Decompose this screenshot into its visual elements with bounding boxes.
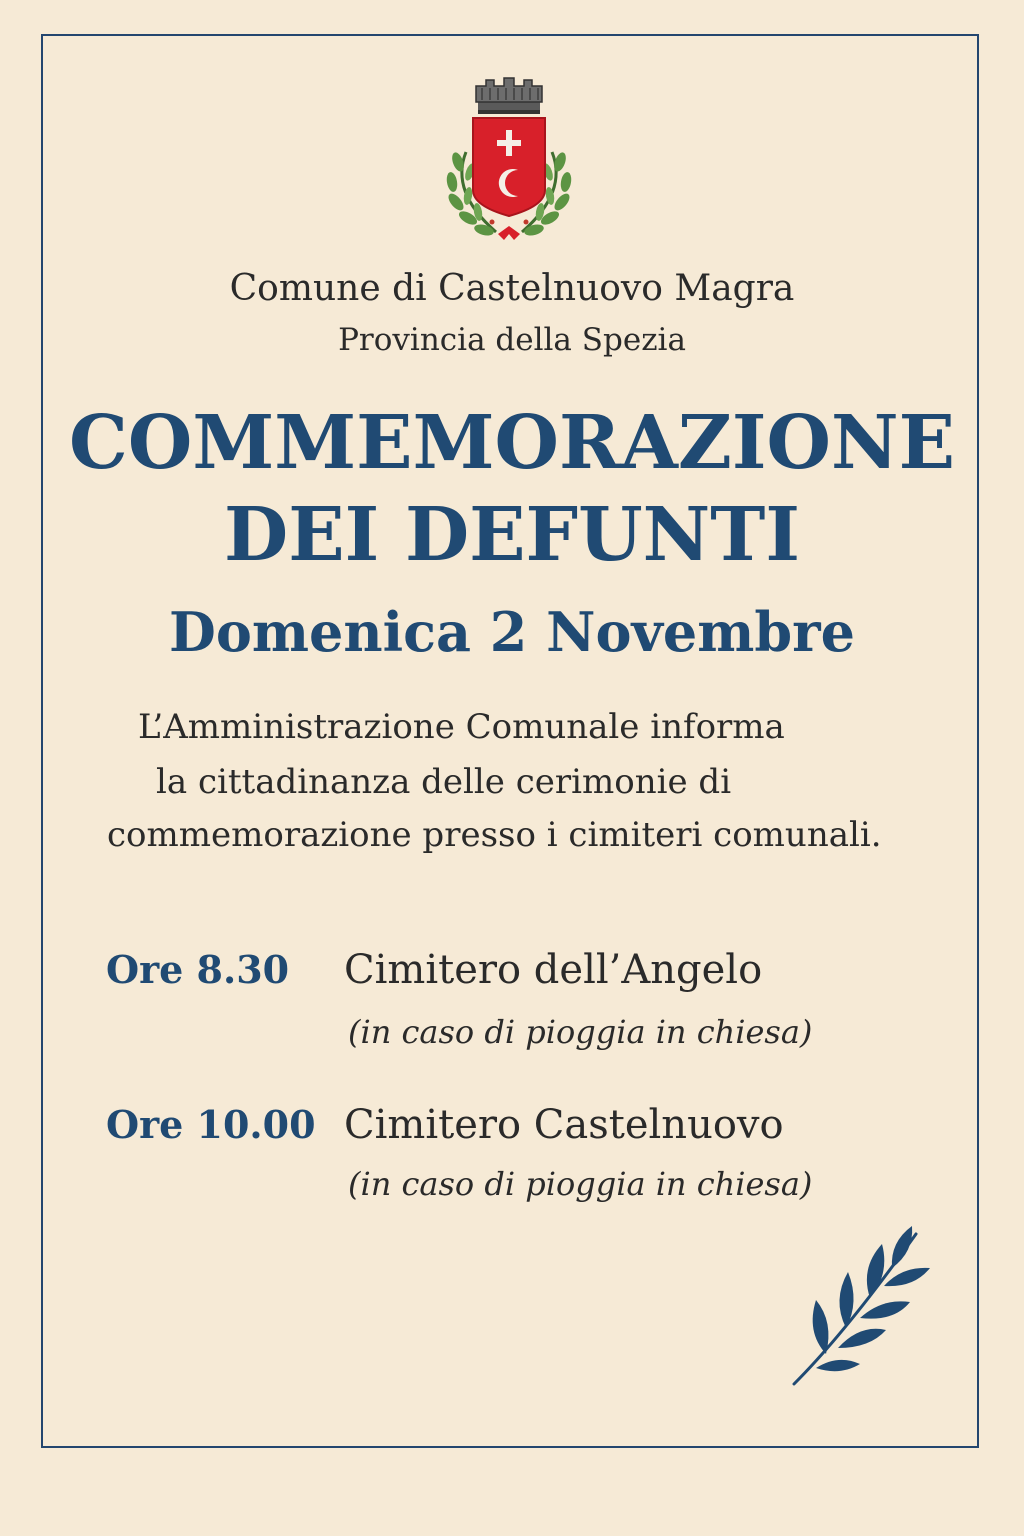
intro-line-1: L’Amministrazione Comunale informa bbox=[138, 707, 785, 747]
olive-branch-icon bbox=[786, 1222, 936, 1392]
intro-line-2: la cittadinanza delle cerimonie di bbox=[156, 762, 732, 802]
title-line-1: COMMEMORAZIONE bbox=[68, 400, 955, 486]
schedule-note: (in caso di pioggia in chiesa) bbox=[348, 1165, 813, 1203]
schedule-time: Ore 8.30 bbox=[106, 947, 290, 992]
shield-icon bbox=[473, 118, 545, 216]
title-line-2: DEI DEFUNTI bbox=[224, 492, 800, 578]
coat-of-arms-icon bbox=[436, 72, 582, 250]
event-date: Domenica 2 Novembre bbox=[169, 600, 855, 664]
schedule-note: (in caso di pioggia in chiesa) bbox=[348, 1013, 813, 1051]
crown-icon bbox=[476, 78, 542, 114]
schedule-place: Cimitero dell’Angelo bbox=[344, 947, 763, 993]
province-name: Provincia della Spezia bbox=[338, 322, 686, 358]
schedule-time: Ore 10.00 bbox=[106, 1102, 316, 1147]
municipality-name: Comune di Castelnuovo Magra bbox=[229, 268, 795, 309]
intro-line-3: commemorazione presso i cimiteri comunali. bbox=[107, 815, 882, 855]
schedule-place: Cimitero Castelnuovo bbox=[344, 1102, 784, 1148]
